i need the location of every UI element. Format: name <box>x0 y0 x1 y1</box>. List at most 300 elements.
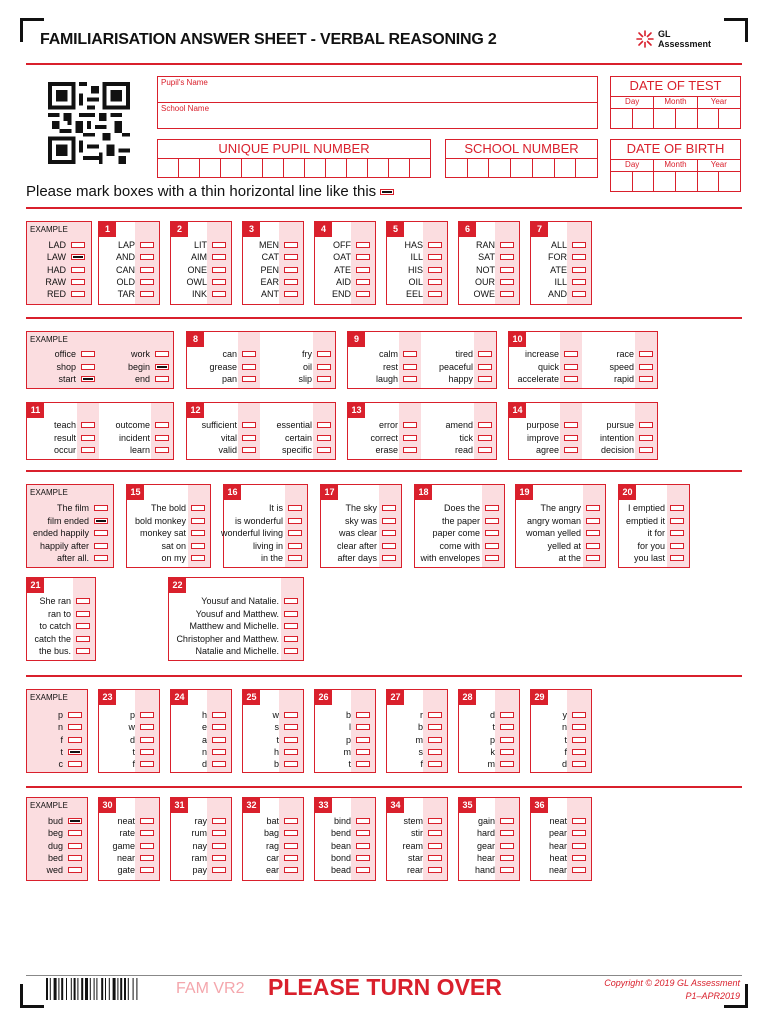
answer-mark-box[interactable] <box>382 505 396 511</box>
answer-mark-box[interactable] <box>356 867 370 873</box>
answer-mark-box[interactable] <box>284 761 298 767</box>
answer-option[interactable] <box>132 747 154 757</box>
answer-mark-box[interactable] <box>212 830 226 836</box>
answer-mark-box[interactable] <box>284 611 298 617</box>
answer-mark-box[interactable] <box>485 530 499 536</box>
answer-mark-box[interactable] <box>572 291 586 297</box>
answer-option[interactable] <box>253 541 302 551</box>
answer-option[interactable] <box>116 252 154 262</box>
answer-option[interactable] <box>445 420 492 430</box>
answer-option[interactable] <box>119 433 169 443</box>
answer-option[interactable] <box>411 828 442 838</box>
answer-option[interactable] <box>39 596 90 606</box>
answer-option[interactable] <box>418 722 442 732</box>
answer-option[interactable] <box>131 349 169 359</box>
answer-mark-box[interactable] <box>284 279 298 285</box>
answer-option[interactable] <box>39 621 90 631</box>
answer-option[interactable] <box>536 445 578 455</box>
answer-mark-box[interactable] <box>68 818 82 824</box>
answer-option[interactable] <box>266 853 298 863</box>
answer-mark-box[interactable] <box>288 543 302 549</box>
answer-option[interactable] <box>151 503 205 513</box>
answer-mark-box[interactable] <box>81 447 95 453</box>
answer-mark-box[interactable] <box>572 867 586 873</box>
answer-mark-box[interactable] <box>356 855 370 861</box>
answer-mark-box[interactable] <box>586 518 600 524</box>
school-name-field[interactable] <box>157 102 598 129</box>
answer-mark-box[interactable] <box>317 447 331 453</box>
answer-mark-box[interactable] <box>155 447 169 453</box>
answer-option[interactable] <box>476 265 514 275</box>
answer-mark-box[interactable] <box>428 761 442 767</box>
pupil-name-field[interactable] <box>157 76 598 103</box>
answer-option[interactable] <box>192 841 226 851</box>
answer-mark-box[interactable] <box>140 254 154 260</box>
answer-option[interactable] <box>474 289 515 299</box>
answer-option[interactable] <box>202 710 226 720</box>
answer-option[interactable] <box>490 735 514 745</box>
answer-mark-box[interactable] <box>94 555 108 561</box>
answer-mark-box[interactable] <box>670 543 684 549</box>
answer-mark-box[interactable] <box>140 242 154 248</box>
answer-option[interactable] <box>60 747 82 757</box>
answer-mark-box[interactable] <box>140 830 154 836</box>
answer-mark-box[interactable] <box>478 364 492 370</box>
answer-option[interactable] <box>549 865 586 875</box>
answer-option[interactable] <box>478 816 514 826</box>
answer-option[interactable] <box>477 828 514 838</box>
answer-mark-box[interactable] <box>284 818 298 824</box>
answer-option[interactable] <box>550 265 586 275</box>
answer-option[interactable] <box>191 252 226 262</box>
answer-option[interactable] <box>336 277 370 287</box>
answer-mark-box[interactable] <box>500 737 514 743</box>
answer-mark-box[interactable] <box>140 267 154 273</box>
answer-mark-box[interactable] <box>586 543 600 549</box>
answer-mark-box[interactable] <box>212 267 226 273</box>
answer-option[interactable] <box>46 865 82 875</box>
answer-mark-box[interactable] <box>428 867 442 873</box>
answer-option[interactable] <box>303 362 331 372</box>
answer-mark-box[interactable] <box>564 376 578 382</box>
answer-option[interactable] <box>606 420 653 430</box>
answer-mark-box[interactable] <box>428 267 442 273</box>
answer-mark-box[interactable] <box>212 761 226 767</box>
answer-option[interactable] <box>266 841 298 851</box>
answer-option[interactable] <box>48 853 82 863</box>
school-number-boxes[interactable] <box>445 158 598 178</box>
answer-option[interactable] <box>201 596 298 606</box>
answer-mark-box[interactable] <box>356 830 370 836</box>
answer-option[interactable] <box>448 374 492 384</box>
answer-mark-box[interactable] <box>572 254 586 260</box>
answer-option[interactable] <box>444 503 499 513</box>
answer-mark-box[interactable] <box>382 555 396 561</box>
answer-option[interactable] <box>455 445 492 455</box>
answer-mark-box[interactable] <box>212 737 226 743</box>
answer-mark-box[interactable] <box>572 267 586 273</box>
answer-mark-box[interactable] <box>68 749 82 755</box>
answer-mark-box[interactable] <box>485 555 499 561</box>
answer-option[interactable] <box>196 609 298 619</box>
answer-option[interactable] <box>540 503 600 513</box>
answer-mark-box[interactable] <box>500 279 514 285</box>
answer-option[interactable] <box>548 289 586 299</box>
answer-mark-box[interactable] <box>500 830 514 836</box>
answer-option[interactable] <box>115 420 169 430</box>
answer-mark-box[interactable] <box>288 530 302 536</box>
answer-option[interactable] <box>117 865 154 875</box>
answer-mark-box[interactable] <box>500 749 514 755</box>
answer-mark-box[interactable] <box>356 242 370 248</box>
answer-option[interactable] <box>375 445 417 455</box>
answer-option[interactable] <box>548 252 586 262</box>
answer-option[interactable] <box>47 516 108 526</box>
answer-option[interactable] <box>562 722 586 732</box>
answer-mark-box[interactable] <box>212 855 226 861</box>
answer-mark-box[interactable] <box>572 830 586 836</box>
answer-option[interactable] <box>538 362 578 372</box>
answer-option[interactable] <box>48 828 82 838</box>
answer-option[interactable] <box>614 374 653 384</box>
answer-option[interactable] <box>209 362 256 372</box>
answer-mark-box[interactable] <box>317 376 331 382</box>
answer-mark-box[interactable] <box>284 737 298 743</box>
answer-option[interactable] <box>334 265 370 275</box>
answer-mark-box[interactable] <box>242 376 256 382</box>
date-of-birth-boxes[interactable] <box>610 171 741 192</box>
answer-option[interactable] <box>39 646 90 656</box>
answer-option[interactable] <box>477 841 514 851</box>
answer-option[interactable] <box>54 420 95 430</box>
answer-mark-box[interactable] <box>284 254 298 260</box>
answer-option[interactable] <box>339 528 396 538</box>
answer-option[interactable] <box>348 759 370 769</box>
answer-option[interactable] <box>302 349 331 359</box>
answer-mark-box[interactable] <box>478 435 492 441</box>
answer-mark-box[interactable] <box>500 242 514 248</box>
answer-option[interactable] <box>626 516 684 526</box>
answer-mark-box[interactable] <box>572 855 586 861</box>
answer-mark-box[interactable] <box>68 737 82 743</box>
answer-mark-box[interactable] <box>140 855 154 861</box>
answer-option[interactable] <box>192 828 227 838</box>
answer-mark-box[interactable] <box>403 447 417 453</box>
answer-mark-box[interactable] <box>191 555 205 561</box>
answer-option[interactable] <box>116 265 154 275</box>
answer-mark-box[interactable] <box>212 749 226 755</box>
answer-option[interactable] <box>262 252 298 262</box>
upn-boxes[interactable] <box>157 158 431 178</box>
answer-option[interactable] <box>56 362 95 372</box>
answer-option[interactable] <box>221 528 302 538</box>
answer-option[interactable] <box>346 735 370 745</box>
answer-option[interactable] <box>455 349 492 359</box>
answer-mark-box[interactable] <box>478 351 492 357</box>
answer-option[interactable] <box>129 722 155 732</box>
answer-mark-box[interactable] <box>94 518 108 524</box>
answer-option[interactable] <box>526 528 600 538</box>
answer-option[interactable] <box>47 289 85 299</box>
answer-option[interactable] <box>55 349 95 359</box>
answer-option[interactable] <box>274 759 298 769</box>
answer-option[interactable] <box>609 362 653 372</box>
answer-mark-box[interactable] <box>478 376 492 382</box>
answer-option[interactable] <box>525 349 578 359</box>
answer-mark-box[interactable] <box>428 254 442 260</box>
answer-mark-box[interactable] <box>242 435 256 441</box>
answer-option[interactable] <box>273 710 299 720</box>
answer-mark-box[interactable] <box>572 749 586 755</box>
answer-option[interactable] <box>282 445 331 455</box>
answer-mark-box[interactable] <box>155 364 169 370</box>
answer-mark-box[interactable] <box>140 818 154 824</box>
answer-option[interactable] <box>117 816 154 826</box>
answer-mark-box[interactable] <box>155 435 169 441</box>
answer-mark-box[interactable] <box>500 291 514 297</box>
answer-option[interactable] <box>118 240 154 250</box>
answer-mark-box[interactable] <box>284 267 298 273</box>
answer-option[interactable] <box>192 289 226 299</box>
answer-option[interactable] <box>376 374 417 384</box>
answer-mark-box[interactable] <box>94 543 108 549</box>
answer-mark-box[interactable] <box>284 648 298 654</box>
answer-option[interactable] <box>54 445 95 455</box>
answer-mark-box[interactable] <box>76 598 90 604</box>
answer-mark-box[interactable] <box>670 505 684 511</box>
answer-mark-box[interactable] <box>284 712 298 718</box>
answer-option[interactable] <box>40 541 108 551</box>
answer-option[interactable] <box>116 277 154 287</box>
answer-option[interactable] <box>332 289 370 299</box>
answer-option[interactable] <box>48 816 82 826</box>
answer-mark-box[interactable] <box>428 712 442 718</box>
answer-option[interactable] <box>403 816 442 826</box>
answer-option[interactable] <box>549 828 586 838</box>
answer-mark-box[interactable] <box>382 518 396 524</box>
answer-option[interactable] <box>346 710 370 720</box>
answer-mark-box[interactable] <box>284 749 298 755</box>
answer-option[interactable] <box>47 252 85 262</box>
answer-option[interactable] <box>331 828 370 838</box>
answer-mark-box[interactable] <box>564 435 578 441</box>
answer-option[interactable] <box>276 735 298 745</box>
answer-mark-box[interactable] <box>288 555 302 561</box>
answer-mark-box[interactable] <box>284 291 298 297</box>
answer-mark-box[interactable] <box>639 351 653 357</box>
answer-mark-box[interactable] <box>500 818 514 824</box>
answer-mark-box[interactable] <box>94 530 108 536</box>
answer-mark-box[interactable] <box>191 530 205 536</box>
answer-mark-box[interactable] <box>191 505 205 511</box>
answer-mark-box[interactable] <box>288 505 302 511</box>
answer-option[interactable] <box>34 634 90 644</box>
answer-option[interactable] <box>274 747 298 757</box>
answer-mark-box[interactable] <box>71 291 85 297</box>
answer-option[interactable] <box>195 646 298 656</box>
answer-mark-box[interactable] <box>76 636 90 642</box>
answer-mark-box[interactable] <box>288 518 302 524</box>
answer-option[interactable] <box>475 865 514 875</box>
answer-option[interactable] <box>345 516 396 526</box>
answer-mark-box[interactable] <box>403 435 417 441</box>
answer-mark-box[interactable] <box>140 843 154 849</box>
answer-mark-box[interactable] <box>140 867 154 873</box>
answer-mark-box[interactable] <box>485 518 499 524</box>
answer-option[interactable] <box>344 747 371 757</box>
answer-option[interactable] <box>202 722 226 732</box>
answer-mark-box[interactable] <box>140 724 154 730</box>
answer-mark-box[interactable] <box>403 351 417 357</box>
answer-mark-box[interactable] <box>212 242 226 248</box>
answer-option[interactable] <box>628 503 684 513</box>
answer-option[interactable] <box>130 710 154 720</box>
answer-mark-box[interactable] <box>68 724 82 730</box>
answer-mark-box[interactable] <box>191 518 205 524</box>
answer-option[interactable] <box>135 374 169 384</box>
answer-option[interactable] <box>402 841 442 851</box>
answer-mark-box[interactable] <box>356 267 370 273</box>
answer-mark-box[interactable] <box>428 737 442 743</box>
answer-mark-box[interactable] <box>242 364 256 370</box>
answer-mark-box[interactable] <box>670 530 684 536</box>
answer-option[interactable] <box>549 853 586 863</box>
answer-mark-box[interactable] <box>71 267 85 273</box>
answer-option[interactable] <box>222 349 256 359</box>
answer-mark-box[interactable] <box>68 843 82 849</box>
answer-option[interactable] <box>420 553 499 563</box>
answer-option[interactable] <box>132 759 154 769</box>
answer-option[interactable] <box>118 289 154 299</box>
answer-option[interactable] <box>476 240 514 250</box>
answer-option[interactable] <box>48 240 85 250</box>
answer-mark-box[interactable] <box>572 712 586 718</box>
answer-mark-box[interactable] <box>586 555 600 561</box>
answer-option[interactable] <box>192 853 227 863</box>
answer-option[interactable] <box>442 516 499 526</box>
answer-option[interactable] <box>407 865 442 875</box>
answer-mark-box[interactable] <box>500 855 514 861</box>
answer-option[interactable] <box>420 759 442 769</box>
answer-option[interactable] <box>47 265 85 275</box>
answer-mark-box[interactable] <box>572 242 586 248</box>
answer-mark-box[interactable] <box>356 761 370 767</box>
answer-option[interactable] <box>202 759 226 769</box>
answer-mark-box[interactable] <box>564 351 578 357</box>
answer-mark-box[interactable] <box>403 376 417 382</box>
answer-mark-box[interactable] <box>212 291 226 297</box>
answer-mark-box[interactable] <box>212 712 226 718</box>
answer-option[interactable] <box>298 374 331 384</box>
answer-option[interactable] <box>285 433 331 443</box>
answer-mark-box[interactable] <box>572 818 586 824</box>
answer-option[interactable] <box>261 289 298 299</box>
answer-mark-box[interactable] <box>284 855 298 861</box>
answer-mark-box[interactable] <box>428 855 442 861</box>
answer-mark-box[interactable] <box>356 724 370 730</box>
answer-option[interactable] <box>48 841 82 851</box>
answer-option[interactable] <box>140 528 205 538</box>
answer-mark-box[interactable] <box>428 843 442 849</box>
answer-option[interactable] <box>135 516 205 526</box>
answer-mark-box[interactable] <box>428 279 442 285</box>
answer-option[interactable] <box>112 841 154 851</box>
answer-option[interactable] <box>634 553 684 563</box>
answer-mark-box[interactable] <box>94 505 108 511</box>
answer-option[interactable] <box>549 816 586 826</box>
answer-option[interactable] <box>432 528 499 538</box>
answer-option[interactable] <box>60 735 82 745</box>
answer-option[interactable] <box>379 349 417 359</box>
answer-mark-box[interactable] <box>586 530 600 536</box>
answer-option[interactable] <box>554 277 586 287</box>
answer-mark-box[interactable] <box>212 867 226 873</box>
answer-mark-box[interactable] <box>317 364 331 370</box>
answer-option[interactable] <box>276 420 331 430</box>
answer-mark-box[interactable] <box>284 830 298 836</box>
answer-mark-box[interactable] <box>639 435 653 441</box>
answer-option[interactable] <box>370 433 417 443</box>
answer-mark-box[interactable] <box>317 422 331 428</box>
answer-mark-box[interactable] <box>356 843 370 849</box>
answer-option[interactable] <box>275 722 299 732</box>
answer-mark-box[interactable] <box>572 761 586 767</box>
answer-mark-box[interactable] <box>81 364 95 370</box>
answer-mark-box[interactable] <box>242 422 256 428</box>
answer-mark-box[interactable] <box>155 422 169 428</box>
answer-option[interactable] <box>490 710 514 720</box>
answer-mark-box[interactable] <box>500 724 514 730</box>
answer-option[interactable] <box>130 445 169 455</box>
answer-option[interactable] <box>333 240 370 250</box>
answer-mark-box[interactable] <box>68 830 82 836</box>
answer-option[interactable] <box>416 735 443 745</box>
answer-option[interactable] <box>266 816 298 826</box>
answer-mark-box[interactable] <box>212 843 226 849</box>
answer-mark-box[interactable] <box>284 623 298 629</box>
answer-option[interactable] <box>475 277 514 287</box>
answer-option[interactable] <box>176 634 298 644</box>
answer-mark-box[interactable] <box>284 598 298 604</box>
answer-option[interactable] <box>58 722 82 732</box>
answer-option[interactable] <box>337 553 396 563</box>
answer-option[interactable] <box>202 735 226 745</box>
answer-option[interactable] <box>349 722 370 732</box>
answer-mark-box[interactable] <box>639 364 653 370</box>
answer-option[interactable] <box>460 433 493 443</box>
answer-option[interactable] <box>527 516 600 526</box>
answer-mark-box[interactable] <box>572 279 586 285</box>
answer-option[interactable] <box>616 349 653 359</box>
answer-mark-box[interactable] <box>68 855 82 861</box>
answer-mark-box[interactable] <box>71 254 85 260</box>
answer-option[interactable] <box>202 747 226 757</box>
answer-mark-box[interactable] <box>284 636 298 642</box>
answer-option[interactable] <box>202 420 256 430</box>
answer-mark-box[interactable] <box>140 279 154 285</box>
answer-option[interactable] <box>331 865 370 875</box>
answer-option[interactable] <box>333 252 370 262</box>
answer-mark-box[interactable] <box>428 242 442 248</box>
answer-option[interactable] <box>186 277 226 287</box>
answer-option[interactable] <box>259 240 298 250</box>
answer-mark-box[interactable] <box>212 724 226 730</box>
answer-option[interactable] <box>420 710 442 720</box>
answer-mark-box[interactable] <box>81 351 95 357</box>
answer-option[interactable] <box>477 853 514 863</box>
answer-mark-box[interactable] <box>284 867 298 873</box>
answer-option[interactable] <box>57 503 108 513</box>
